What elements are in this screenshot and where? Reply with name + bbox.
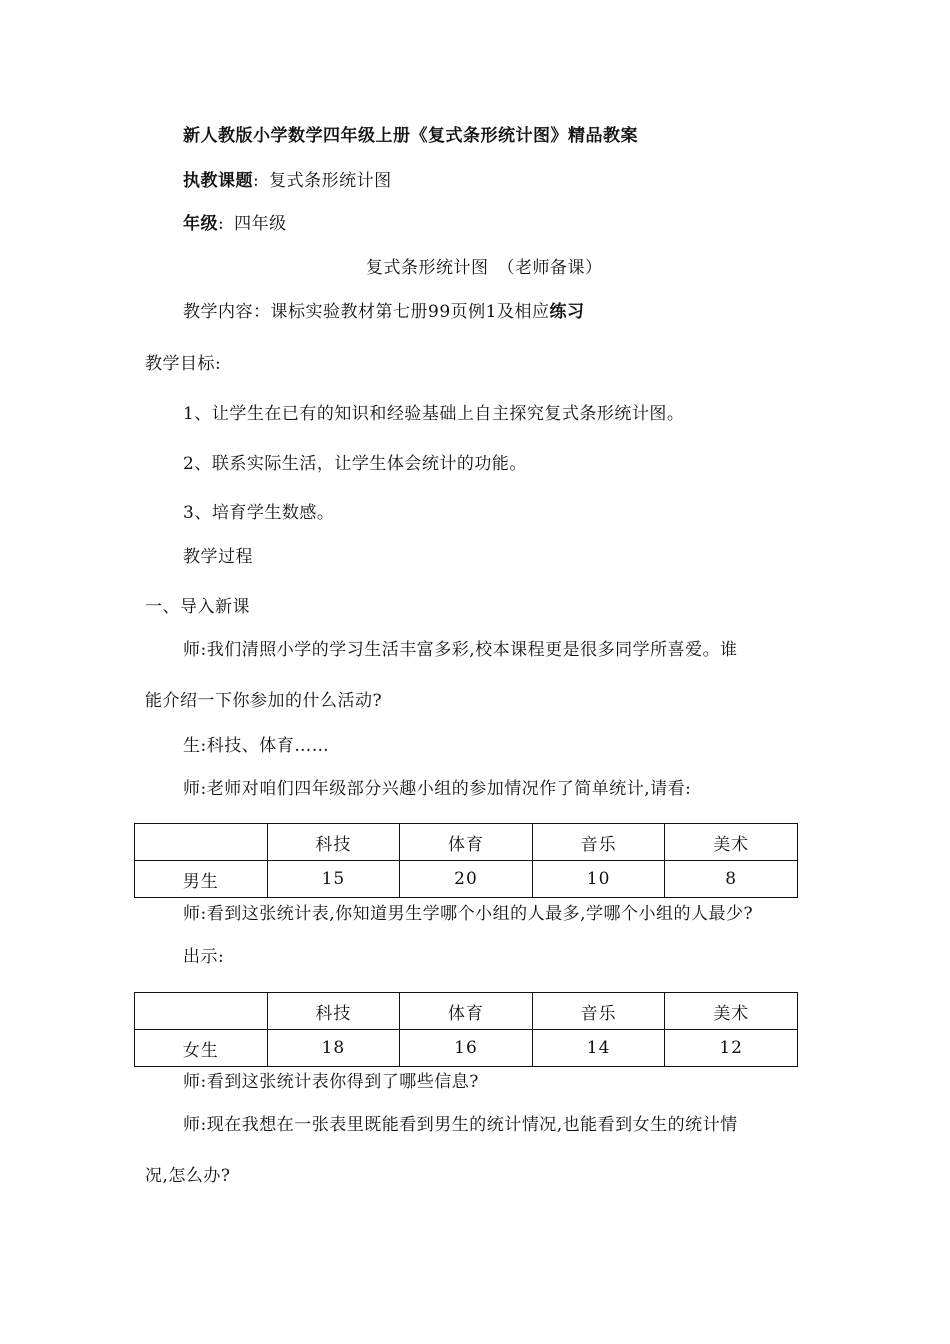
content-bold-tail: 练习: [549, 302, 585, 322]
table-header-row: [135, 824, 798, 861]
girls-table: [134, 992, 798, 1067]
grade-line: [183, 213, 287, 235]
teacher-line-1b: 能介绍一下你参加的什么活动?: [145, 691, 383, 711]
grade-colon: :: [218, 214, 225, 234]
table-cell: 体育: [400, 824, 533, 861]
subtitle: 复式条形统计图 （老师备课）: [366, 258, 603, 278]
topic-value: 复式条形统计图: [269, 171, 392, 191]
objective-2: 2、联系实际生活，让学生体会统计的功能。: [183, 454, 527, 474]
teacher-line-1a: 师:我们清照小学的学习生活丰富多彩,校本课程更是很多同学所喜爱。谁: [183, 640, 738, 660]
boys-table: [134, 823, 798, 898]
table-cell: 12: [665, 1030, 798, 1067]
topic-line: [183, 170, 392, 192]
table-cell: 体育: [400, 993, 533, 1030]
table-cell: 14: [532, 1030, 665, 1067]
table-cell: 16: [400, 1030, 533, 1067]
teacher-line-2: 师:老师对咱们四年级部分兴趣小组的参加情况作了简单统计,请看:: [183, 779, 692, 799]
table-cell: 美术: [665, 824, 798, 861]
topic-label: 执教课题: [183, 171, 253, 191]
content-line: [183, 301, 584, 323]
table-cell: 18: [267, 1030, 400, 1067]
table-cell: 20: [400, 861, 533, 898]
table-cell: 音乐: [532, 824, 665, 861]
table-cell: 科技: [267, 824, 400, 861]
teacher-line-5a: 师:现在我想在一张表里既能看到男生的统计情况,也能看到女生的统计情: [183, 1115, 738, 1135]
table-cell: 男生: [135, 861, 268, 898]
content-text: 教学内容：课标实验教材第七册99页例1及相应: [183, 302, 550, 322]
grade-label: 年级: [183, 214, 218, 234]
table-row: [135, 1030, 798, 1067]
topic-colon: :: [253, 171, 260, 191]
show-line: 出示:: [183, 947, 225, 967]
teacher-line-5b: 况,怎么办?: [145, 1166, 231, 1186]
table-cell: 10: [532, 861, 665, 898]
table-cell: 美术: [665, 993, 798, 1030]
objective-3: 3、培育学生数感。: [183, 503, 335, 523]
table-cell: 科技: [267, 993, 400, 1030]
teacher-line-4: 师:看到这张统计表你得到了哪些信息?: [183, 1072, 479, 1092]
section1-heading: 一、导入新课: [145, 597, 250, 617]
table-header-row: [135, 993, 798, 1030]
teacher-line-3: 师:看到这张统计表,你知道男生学哪个小组的人最多,学哪个小组的人最少?: [183, 904, 754, 924]
table-row: [135, 861, 798, 898]
table-cell: 女生: [135, 1030, 268, 1067]
document-title: 新人教版小学数学四年级上册《复式条形统计图》精品教案: [183, 126, 638, 146]
student-line-1: 生:科技、体育……: [183, 736, 330, 756]
objectives-heading: 教学目标:: [145, 354, 222, 374]
objective-1: 1、让学生在已有的知识和经验基础上自主探究复式条形统计图。: [183, 404, 685, 424]
table-cell: [135, 993, 268, 1030]
table-cell: 音乐: [532, 993, 665, 1030]
grade-value: 四年级: [234, 214, 287, 234]
process-heading: 教学过程: [183, 547, 253, 567]
table-cell: 15: [267, 861, 400, 898]
table-cell: 8: [665, 861, 798, 898]
table-cell: [135, 824, 268, 861]
